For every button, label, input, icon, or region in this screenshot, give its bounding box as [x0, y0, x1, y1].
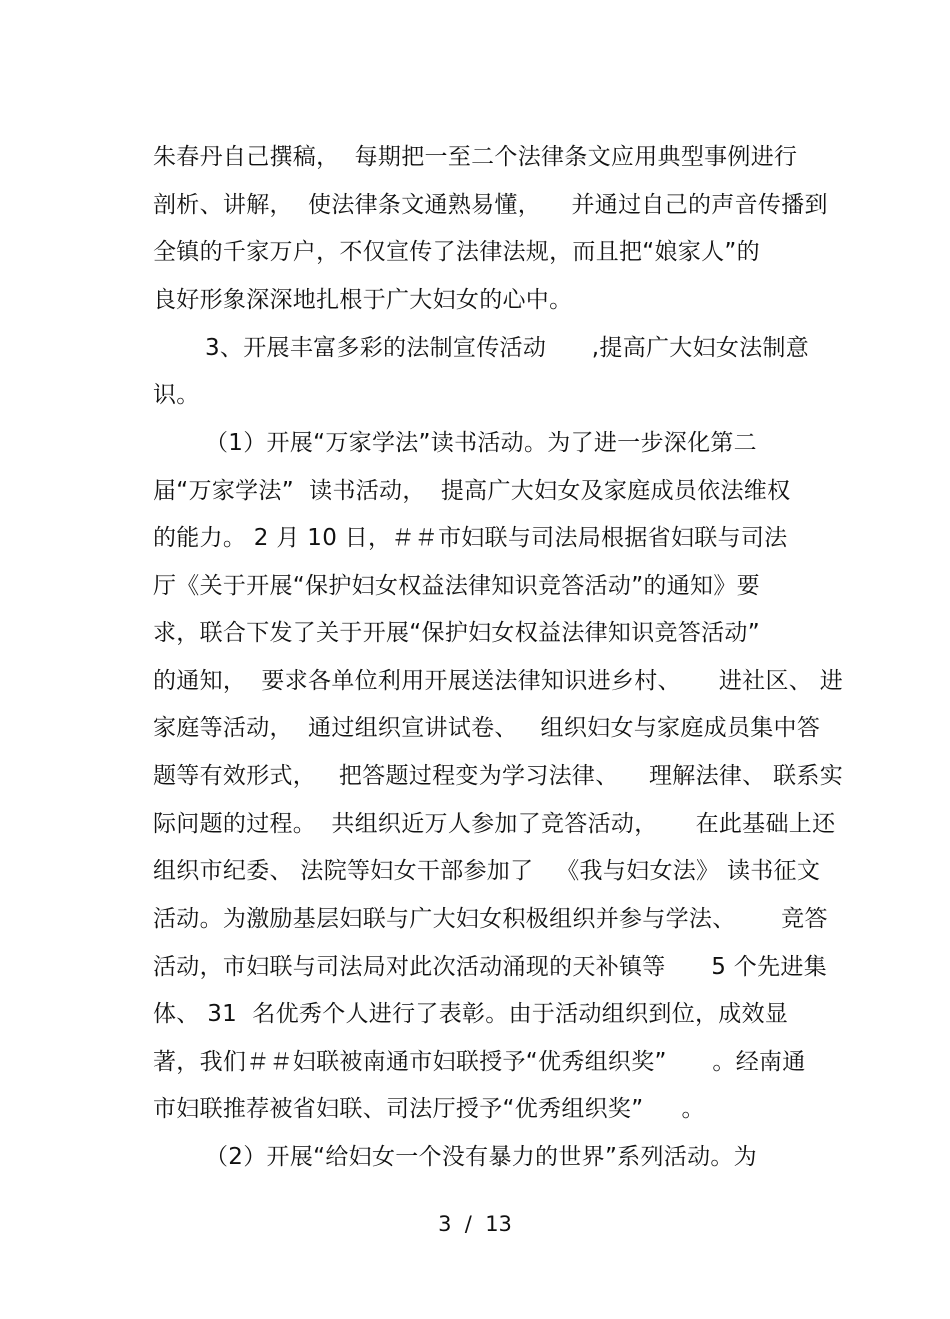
text-line: 市妇联推荐被省妇联、司法厅授予“优秀组织奖” 。	[153, 1096, 705, 1122]
page-number: 3 / 13	[438, 1212, 512, 1236]
text-line: 求，联合下发了关于开展“保护妇女权益法律知识竞答活动”	[153, 620, 760, 646]
paragraph-start-line: （1）开展“万家学法”读书活动。为了进一步深化第二	[205, 430, 757, 456]
text-line: 家庭等活动， 通过组织宣讲试卷、 组织妇女与家庭成员集中答	[153, 715, 821, 741]
text-line: 际问题的过程。 共组织近万人参加了竞答活动， 在此基础上还	[153, 811, 836, 837]
text-line: 活动。为激励基层妇联与广大妇女积极组织并参与学法、 竞答	[153, 906, 828, 932]
text-line: 全镇的千家万户，不仅宣传了法律法规，而且把“娘家人”的	[153, 239, 760, 265]
text-line: 组织市纪委、 法院等妇女干部参加了 《我与妇女法》 读书征文	[153, 858, 821, 884]
text-line: 活动，市妇联与司法局对此次活动涌现的天补镇等 5 个先进集	[153, 954, 828, 980]
text-line: 朱春丹自己撰稿， 每期把一至二个法律条文应用典型事例进行	[153, 144, 798, 170]
text-line: 良好形象深深地扎根于广大妇女的心中。	[153, 287, 573, 313]
text-line: 届“万家学法” 读书活动， 提高广大妇女及家庭成员依法维权	[153, 478, 791, 504]
text-line: 著，我们＃＃妇联被南通市妇联授予“优秀组织奖” 。经南通	[153, 1049, 806, 1075]
text-line: 厅《关于开展“保护妇女权益法律知识竞答活动”的通知》要	[153, 573, 760, 599]
text-line: 的通知， 要求各单位利用开展送法律知识进乡村、 进社区、 进	[153, 668, 843, 694]
paragraph-start-line: （2）开展“给妇女一个没有暴力的世界”系列活动。为	[205, 1144, 757, 1170]
text-line: 识。	[153, 382, 200, 408]
text-line: 体、 31 名优秀个人进行了表彰。由于活动组织到位，成效显	[153, 1001, 789, 1027]
text-line: 题等有效形式， 把答题过程变为学习法律、 理解法律、 联系实	[153, 763, 843, 789]
section-heading-line: 3、开展丰富多彩的法制宣传活动 ,提高广大妇女法制意	[205, 335, 810, 361]
text-line: 的能力。 2 月 10 日，＃＃市妇联与司法局根据省妇联与司法	[153, 525, 788, 551]
text-line: 剖析、讲解， 使法律条文通熟易懂， 并通过自己的声音传播到	[153, 192, 828, 218]
